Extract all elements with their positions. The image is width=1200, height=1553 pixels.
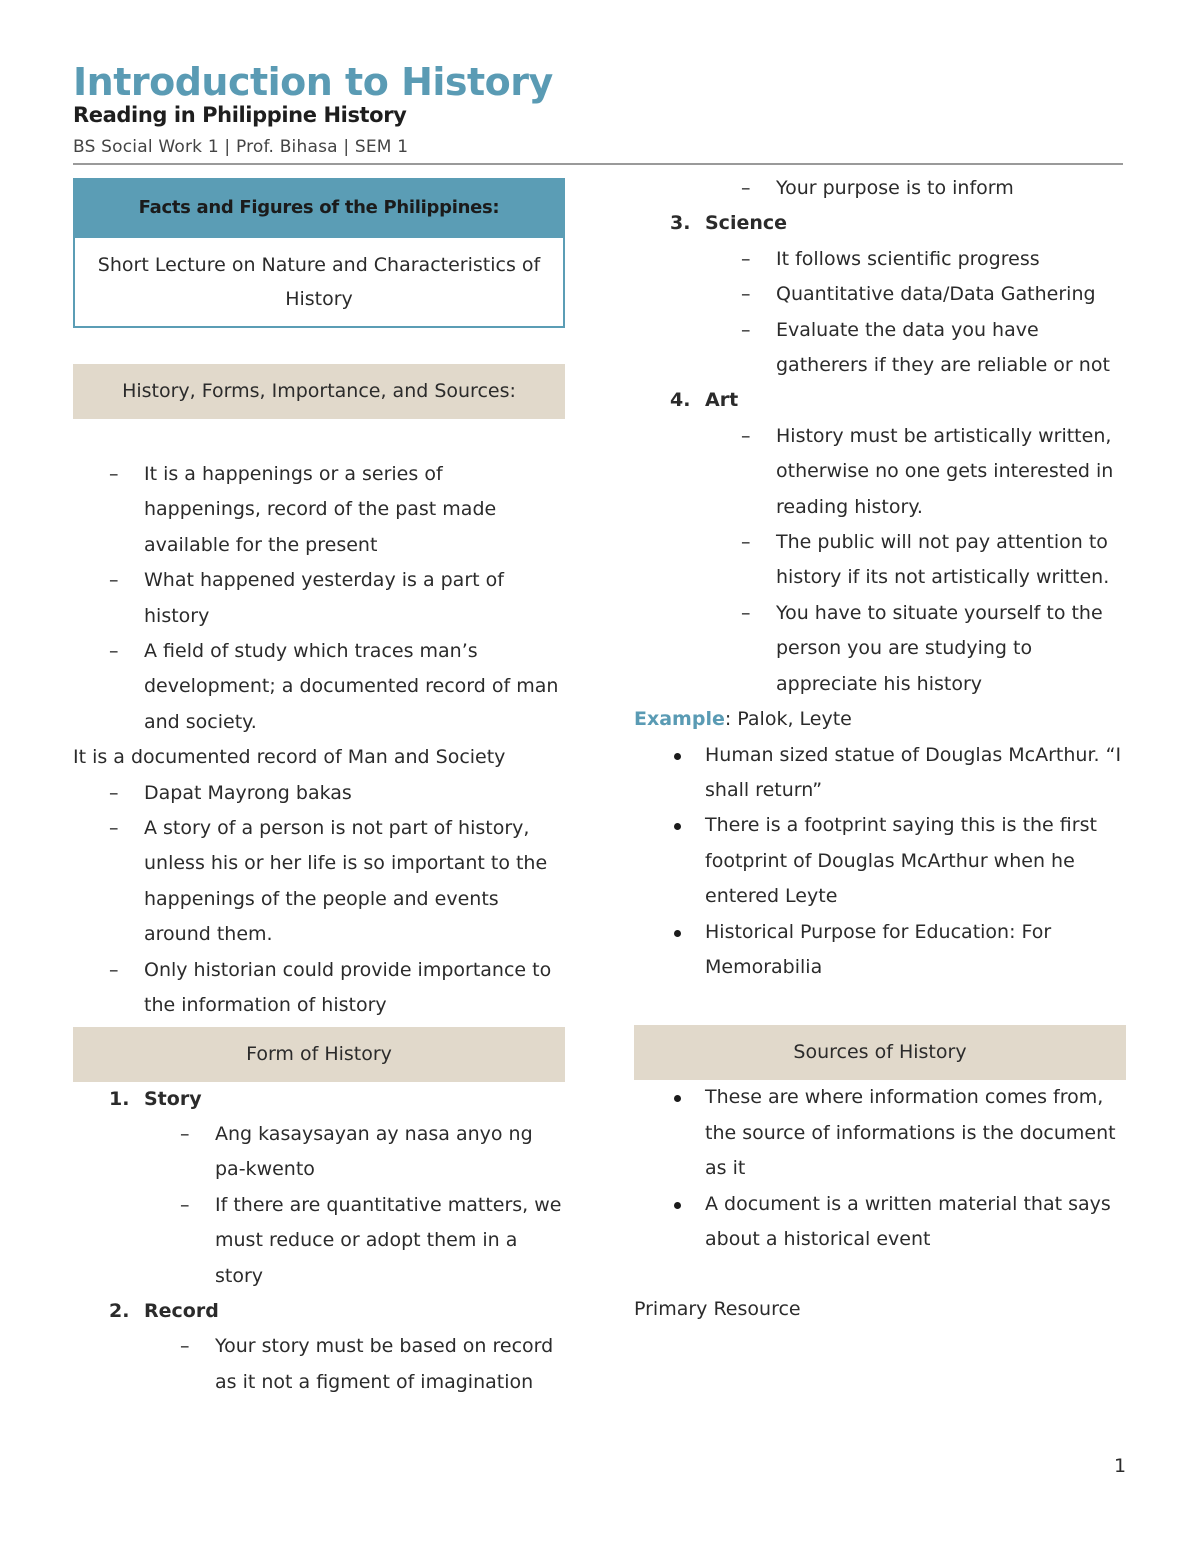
list-item: – You have to situate yourself to the person you are studying to appreciate his history bbox=[705, 596, 1126, 702]
example-bullet-list bbox=[634, 738, 1126, 986]
form-item-number: 3. bbox=[670, 212, 691, 235]
list-item: – What happened yesterday is a part of history bbox=[73, 563, 565, 634]
list-item: – Only historian could provide importance to the information of history bbox=[73, 953, 565, 1024]
right-column bbox=[634, 171, 1126, 1328]
form-item-title: Art bbox=[705, 389, 739, 412]
form-sub-list bbox=[705, 242, 1126, 384]
left-column bbox=[73, 178, 565, 1400]
form-item-art bbox=[634, 383, 1126, 702]
list-item: – Quantitative data/Data Gathering bbox=[705, 277, 1126, 312]
list-item: – It is a happenings or a series of happenings, record of the past made available for the present bbox=[73, 457, 565, 563]
list-item: – Your story must be based on record as it not a figment of imagination bbox=[144, 1329, 565, 1400]
form-item-number: 2. bbox=[109, 1299, 130, 1322]
list-item: – Your purpose is to inform bbox=[705, 171, 1126, 206]
forms-numbered-list bbox=[73, 1082, 565, 1401]
form-item-title: Story bbox=[144, 1087, 202, 1110]
section-heading-sources: Sources of History bbox=[634, 1025, 1126, 1080]
course-meta: BS Social Work 1 | Prof. Bihasa | SEM 1 bbox=[73, 137, 409, 157]
list-item: – Dapat Mayrong bakas bbox=[73, 776, 565, 811]
form-sub-list bbox=[144, 1117, 565, 1294]
example-label: Example bbox=[634, 708, 725, 731]
list-item: – History must be artistically written, otherwise no one gets interested in reading history. bbox=[705, 419, 1126, 525]
list-item: – A story of a person is not part of history, unless his or her life is so important to the happenings of the people and events around them. bbox=[73, 811, 565, 953]
form-item-science bbox=[634, 206, 1126, 383]
form-item-record bbox=[73, 1294, 565, 1400]
forms-numbered-list-continued bbox=[634, 206, 1126, 702]
form-item-title: Record bbox=[144, 1299, 219, 1322]
form-sub-list bbox=[144, 1329, 565, 1400]
form-item-number: 1. bbox=[109, 1087, 130, 1110]
list-item: – Evaluate the data you have gatherers if they are reliable or not bbox=[705, 313, 1126, 384]
list-item: There is a footprint saying this is the first footprint of Douglas McArthur when he entered Leyte bbox=[634, 808, 1126, 914]
form-sub-list bbox=[705, 419, 1126, 702]
page-number: 1 bbox=[1114, 1455, 1127, 1477]
list-item: – The public will not pay attention to history if its not artistically written. bbox=[705, 525, 1126, 596]
page-title: Introduction to History bbox=[73, 60, 553, 104]
facts-box-heading: Facts and Figures of the Philippines: bbox=[73, 178, 565, 236]
list-item: – It follows scientific progress bbox=[705, 242, 1126, 277]
form-item-number: 4. bbox=[670, 389, 691, 412]
header-divider bbox=[73, 163, 1123, 165]
list-item: Human sized statue of Douglas McArthur. “I shall return” bbox=[634, 738, 1126, 809]
list-item: – If there are quantitative matters, we must reduce or adopt them in a story bbox=[144, 1188, 565, 1294]
list-item: – Ang kasaysayan ay nasa anyo ng pa-kwento bbox=[144, 1117, 565, 1188]
facts-box-body: Short Lecture on Nature and Characteristics of History bbox=[73, 236, 565, 328]
section-heading-history: History, Forms, Importance, and Sources: bbox=[73, 364, 565, 419]
statement-bullet-list bbox=[73, 776, 565, 1024]
form-item-story bbox=[73, 1082, 565, 1294]
list-item: These are where information comes from, the source of informations is the document as it bbox=[634, 1080, 1126, 1186]
example-line bbox=[634, 702, 1126, 737]
form-item-title: Science bbox=[705, 212, 788, 235]
facts-box bbox=[73, 178, 565, 328]
list-item: A document is a written material that says about a historical event bbox=[634, 1187, 1126, 1258]
sources-bullet-list bbox=[634, 1080, 1126, 1257]
section-heading-forms: Form of History bbox=[73, 1027, 565, 1082]
example-text: : Palok, Leyte bbox=[724, 708, 852, 731]
history-statement: It is a documented record of Man and Society bbox=[73, 746, 506, 769]
record-continued-list bbox=[634, 171, 1126, 206]
history-bullet-list bbox=[73, 457, 565, 740]
list-item: Historical Purpose for Education: For Memorabilia bbox=[634, 915, 1126, 986]
page-subtitle: Reading in Philippine History bbox=[73, 103, 407, 127]
list-item: – A field of study which traces man’s development; a documented record of man and society. bbox=[73, 634, 565, 740]
primary-resource-heading: Primary Resource bbox=[634, 1298, 801, 1321]
